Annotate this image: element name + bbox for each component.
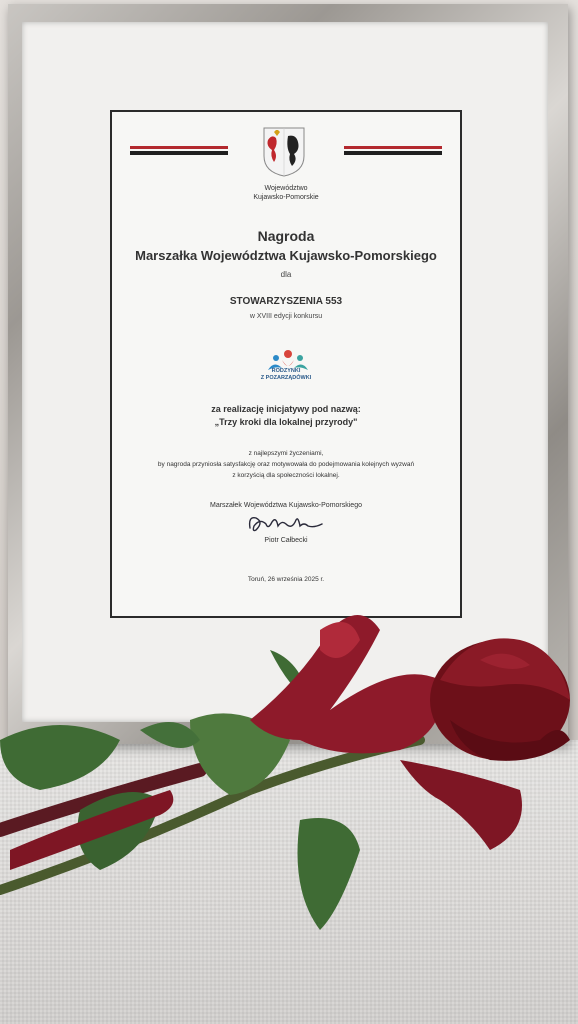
coat-of-arms-icon bbox=[262, 126, 306, 178]
region-line-1: Województwo bbox=[264, 185, 308, 192]
for-word: dla bbox=[280, 270, 292, 279]
region-name bbox=[112, 184, 460, 202]
award-heading: Nagroda bbox=[257, 228, 315, 244]
realization-text: za realizację inicjatywy pod nazwą: bbox=[211, 404, 361, 414]
wishes-line-2: by nagroda przyniosła satysfakcję oraz motywowała do podejmowania kolejnych wyzwań bbox=[157, 461, 415, 468]
handwritten-signature bbox=[242, 510, 332, 536]
flag-stripe-left bbox=[130, 146, 228, 156]
contest-logo-line-2: Z POZARZĄDÓWKI bbox=[260, 375, 312, 381]
wishes-line-3: z korzyścią dla społeczności lokalnej. bbox=[232, 472, 340, 479]
award-diploma bbox=[110, 110, 462, 618]
flag-stripe-right bbox=[344, 146, 442, 156]
contest-logo-line-1: RODZYNKI bbox=[271, 368, 301, 374]
place-and-date: Toruń, 26 września 2025 r. bbox=[247, 576, 325, 583]
recipient-name: STOWARZYSZENIA 553 bbox=[229, 296, 343, 307]
signatory-title: Marszałek Województwa Kujawsko-Pomorskiego bbox=[210, 502, 362, 509]
contest-logo-text bbox=[112, 368, 460, 382]
initiative-title: „Trzy kroki dla lokalnej przyrody" bbox=[214, 417, 358, 427]
wishes-text bbox=[112, 448, 460, 481]
rose-with-ribbon bbox=[0, 590, 578, 950]
region-line-2: Kujawsko-Pomorskie bbox=[253, 194, 319, 201]
edition-text: w XVIII edycji konkursu bbox=[249, 313, 323, 320]
award-subheading: Marszałka Województwa Kujawsko-Pomorskiego bbox=[135, 248, 437, 263]
wishes-line-1: z najlepszymi życzeniami, bbox=[248, 450, 324, 457]
signatory-name: Piotr Całbecki bbox=[264, 537, 308, 544]
